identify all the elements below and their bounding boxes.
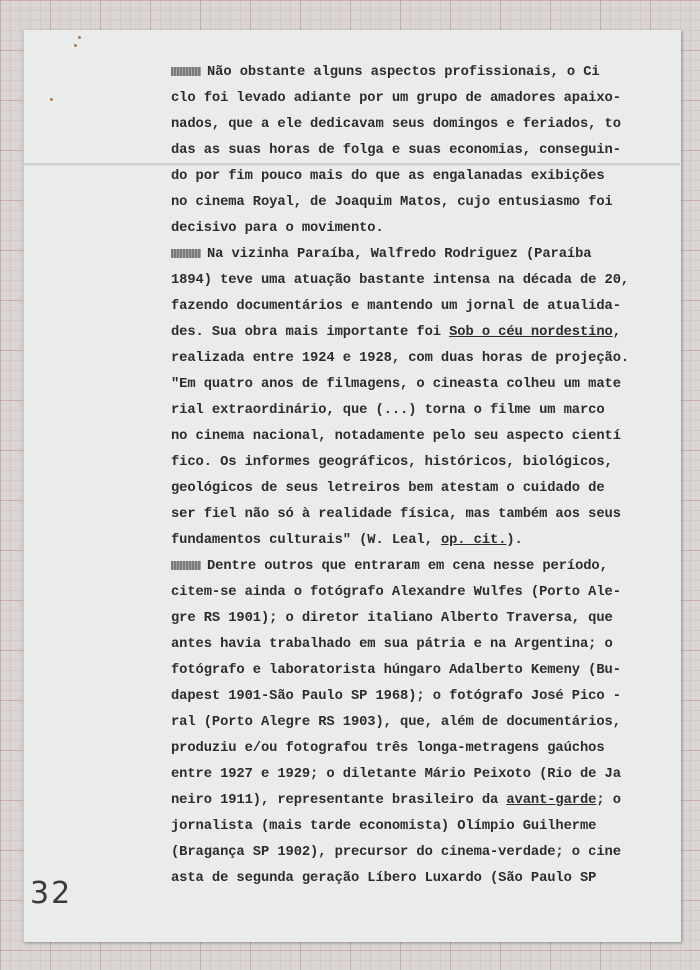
text-line bbox=[171, 532, 523, 550]
struck-paragraph-mark bbox=[171, 561, 201, 570]
text-line bbox=[171, 64, 600, 82]
line-text: 1894) teve uma atuação bastante intensa na década de 20, bbox=[171, 273, 630, 288]
text-line bbox=[171, 818, 596, 836]
text-line bbox=[171, 350, 629, 368]
line-text: rial extraordinário, que (...) torna o filme um marco bbox=[171, 403, 605, 418]
line-text: neiro 1911), representante brasileiro da bbox=[171, 793, 507, 808]
text-line bbox=[171, 662, 621, 680]
line-text: fico. Os informes geográficos, históricos, biológicos, bbox=[171, 455, 613, 470]
text-line bbox=[171, 90, 621, 108]
line-text: ). bbox=[506, 533, 523, 548]
line-text: (Bragança SP 1902), precursor do cinema-verdade; o cine bbox=[171, 845, 621, 860]
text-line bbox=[171, 428, 621, 446]
text-line bbox=[171, 324, 621, 342]
line-text: das as suas horas de folga e suas economias, conseguin- bbox=[171, 143, 621, 158]
line-text: do por fim pouco mais do que as engalanadas exibições bbox=[171, 169, 605, 184]
line-text: nados, que a ele dedicavam seus domingos e feriados, to bbox=[171, 117, 621, 132]
line-text: clo foi levado adiante por um grupo de amadores apaixo- bbox=[171, 91, 621, 106]
line-text: dapest 1901-São Paulo SP 1968); o fotógrafo José Pico - bbox=[171, 689, 621, 704]
text-line bbox=[171, 844, 621, 862]
line-text: , bbox=[612, 325, 621, 340]
line-text: "Em quatro anos de filmagens, o cineasta colheu um mate bbox=[171, 377, 621, 392]
line-text: antes havia trabalhado em sua pátria e na Argentina; o bbox=[171, 637, 613, 652]
line-text: fazendo documentários e mantendo um jornal de atualida- bbox=[171, 299, 621, 314]
line-text: no cinema Royal, de Joaquim Matos, cujo entusiasmo foi bbox=[171, 195, 613, 210]
struck-paragraph-mark bbox=[171, 67, 201, 76]
underlined-title: avant-garde bbox=[506, 793, 597, 808]
text-line bbox=[171, 454, 613, 472]
line-text: produziu e/ou fotografou três longa-metragens gaúchos bbox=[171, 741, 605, 756]
text-line bbox=[171, 714, 621, 732]
line-text: fundamentos culturais" (W. Leal, bbox=[171, 533, 441, 548]
text-line bbox=[171, 506, 621, 524]
handwritten-page-number: 32 bbox=[30, 876, 73, 911]
text-line bbox=[171, 870, 596, 888]
line-text: geológicos de seus letreiros bem atestam o cuidado de bbox=[171, 481, 605, 496]
line-text: Não obstante alguns aspectos profissionais, o Ci bbox=[207, 65, 600, 80]
line-text: Dentre outros que entraram em cena nesse período, bbox=[207, 559, 608, 574]
line-text: des. Sua obra mais importante foi bbox=[171, 325, 450, 340]
line-text: Na vizinha Paraíba, Walfredo Rodriguez (Paraíba bbox=[207, 247, 592, 262]
underlined-title: Sob o céu nordestino bbox=[449, 325, 613, 340]
text-line bbox=[171, 688, 621, 706]
text-line bbox=[171, 142, 621, 160]
line-text: decisivo para o movimento. bbox=[171, 221, 384, 236]
text-line bbox=[171, 194, 613, 212]
struck-paragraph-mark bbox=[171, 249, 201, 258]
text-line bbox=[171, 610, 613, 628]
text-line bbox=[171, 766, 621, 784]
text-line bbox=[171, 168, 605, 186]
line-text: citem-se ainda o fotógrafo Alexandre Wulfes (Porto Ale- bbox=[171, 585, 621, 600]
text-line bbox=[171, 636, 613, 654]
line-text: ral (Porto Alegre RS 1903), que, além de documentários, bbox=[171, 715, 621, 730]
line-text: ; o bbox=[596, 793, 621, 808]
text-line bbox=[171, 740, 605, 758]
text-line bbox=[171, 584, 621, 602]
line-text: gre RS 1901); o diretor italiano Alberto Traversa, que bbox=[171, 611, 613, 626]
text-line bbox=[171, 376, 621, 394]
text-line bbox=[171, 558, 608, 576]
line-text: jornalista (mais tarde economista) Olímpio Guilherme bbox=[171, 819, 597, 834]
line-text: realizada entre 1924 e 1928, com duas horas de projeção. bbox=[171, 351, 630, 366]
text-line bbox=[171, 792, 621, 810]
text-line bbox=[171, 480, 605, 498]
line-text: asta de segunda geração Líbero Luxardo (São Paulo SP bbox=[171, 871, 597, 886]
text-line bbox=[171, 272, 629, 290]
line-text: fotógrafo e laboratorista húngaro Adalberto Kemeny (Bu- bbox=[171, 663, 621, 678]
text-line bbox=[171, 116, 621, 134]
text-line bbox=[171, 220, 384, 238]
text-line bbox=[171, 246, 591, 264]
text-line bbox=[171, 298, 621, 316]
line-text: entre 1927 e 1929; o diletante Mário Peixoto (Rio de Ja bbox=[171, 767, 621, 782]
document-body bbox=[171, 64, 671, 904]
text-line bbox=[171, 402, 605, 420]
line-text: no cinema nacional, notadamente pelo seu aspecto cientí bbox=[171, 429, 621, 444]
underlined-title: op. cit. bbox=[440, 533, 507, 548]
line-text: ser fiel não só à realidade física, mas também aos seus bbox=[171, 507, 621, 522]
